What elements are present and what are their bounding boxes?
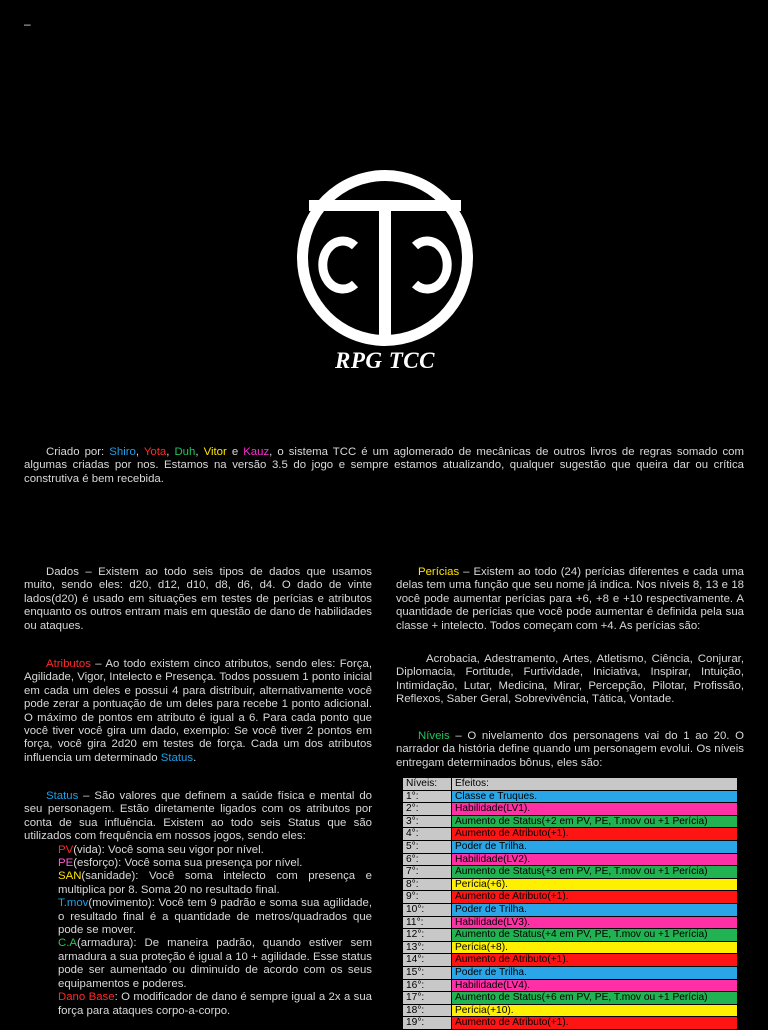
level-row xyxy=(403,866,738,879)
level-row xyxy=(403,916,738,929)
level-effect: Aumento de Status(+4 em PV, PE, T.mov ou +1 Perícia) xyxy=(452,929,738,942)
level-number: 12°: xyxy=(403,929,452,942)
level-effect: Poder de Trilha. xyxy=(452,966,738,979)
level-number: 4°: xyxy=(403,828,452,841)
level-number: 8°: xyxy=(403,878,452,891)
section-status: Status – São valores que definem a saúde física e mental do seu personagem. Estão diretamente ligados com os atributos por conta de sua influência. Existem ao todo seis Status que são utilizados com frequência em nossos jogos, sendo eles: PV(vida): Você soma seu vigor por nível. PE(esforço): Você soma sua presença por nível. SAN(sanidade): Você soma intelecto com presença e multiplica por 8. Soma 20 no resultado final. T.mov(movimento): Você tem 9 padrão e soma sua agilidade, o resultado final é a quantidade de metros/quadrados que pode se mover. C.A(armadura): De maneira padrão, quando estiver sem armadura a sua proteção é igual a 10 + agilidade. Esse status pode ser aumentado ou diminuído de acordo com os seus equipamentos e poderes. Dano Base: O modificador de dano é sempre igual a 2x a sua força para ataques corpo-a-corpo. xyxy=(24,790,373,1017)
dados-title: Dados xyxy=(46,566,79,578)
levels-table xyxy=(402,777,738,1030)
author-duh: Duh xyxy=(174,446,196,458)
level-effect: Habilidade(LV1). xyxy=(452,803,738,816)
status-item-pe: PE(esforço): Você soma sua presença por nível. xyxy=(58,857,303,870)
header-effect: Efeitos: xyxy=(452,778,738,791)
level-effect: Perícia(+8). xyxy=(452,941,738,954)
dash-mark: – xyxy=(24,17,31,31)
level-number: 18°: xyxy=(403,1004,452,1017)
author-kauz: Kauz xyxy=(243,446,270,458)
level-row xyxy=(403,954,738,967)
level-row xyxy=(403,815,738,828)
status-link: Status xyxy=(160,751,194,764)
levels-table-header xyxy=(403,778,738,791)
section-atributos: Atributos – Ao todo existem cinco atributos, sendo eles: Força, Agilidade, Vigor, Intelecto e Presença. Todos possuem 1 ponto inicial em cada um deles e possui 4 para distribuir, alternativamente você pode zerar a pontuação de um deles para recebe 1 ponto adicional. O máximo de pontos em atributo é igual a 6. Para cada ponto que você tiver você gira um dado, exemplo: Se você tiver 2 pontos em força, você gira 2d20 em testes de força. Cada um dos atributos influencia um determinado Status. xyxy=(24,658,372,764)
level-row xyxy=(403,1017,738,1030)
logo-title: RPG TCC xyxy=(335,348,435,373)
level-row xyxy=(403,878,738,891)
level-row xyxy=(403,992,738,1005)
status-item-dano-base: Dano Base: O modificador de dano é sempre igual a 2x a sua força para ataques corpo-a-corpo. xyxy=(58,991,373,1017)
status-title: Status xyxy=(46,790,79,802)
level-number: 1°: xyxy=(403,790,452,803)
header-level: Níveis: xyxy=(403,778,452,791)
pericias-title: Perícias xyxy=(418,566,460,578)
level-effect: Aumento de Atributo(+1). xyxy=(452,828,738,841)
author-vitor: Vitor xyxy=(203,446,227,458)
section-pericias: Perícias – Existem ao todo (24) perícias diferentes e cada uma delas tem uma função que seu nome já indica. Nos níveis 8, 13 e 18 você pode aumentar perícias para +6, +8 e +10 respectivamente. A quantidade de perícias que você pode aumentar é definida pela sua classe + intelecto. Todos começam com +4. As perícias são: xyxy=(396,566,744,632)
level-number: 3°: xyxy=(403,815,452,828)
status-item-ca: C.A(armadura): De maneira padrão, quando estiver sem armadura a sua proteção é igual a 10 + agilidade. Esse status pode ser aumentado ou diminuído de acordo com os seus equipamentos e poderes. xyxy=(58,937,372,990)
level-row xyxy=(403,803,738,816)
level-number: 5°: xyxy=(403,840,452,853)
level-effect: Perícia(+10). xyxy=(452,1004,738,1017)
level-row xyxy=(403,828,738,841)
level-effect: Habilidade(LV3). xyxy=(452,916,738,929)
level-number: 6°: xyxy=(403,853,452,866)
level-effect: Aumento de Atributo(+1). xyxy=(452,891,738,904)
atributos-title: Atributos xyxy=(46,658,91,670)
level-number: 13°: xyxy=(403,941,452,954)
level-effect: Aumento de Status(+6 em PV, PE, T.mov ou +1 Perícia) xyxy=(452,992,738,1005)
level-effect: Classe e Truques. xyxy=(452,790,738,803)
status-list xyxy=(24,844,372,1018)
level-number: 15°: xyxy=(403,966,452,979)
level-effect: Habilidade(LV4). xyxy=(452,979,738,992)
level-effect: Poder de Trilha. xyxy=(452,840,738,853)
status-item-tmov: T.mov(movimento): Você tem 9 padrão e soma sua agilidade, o resultado final é a quantidade de metros/quadrados que pode se mover. xyxy=(58,897,372,937)
level-effect: Perícia(+6). xyxy=(452,878,738,891)
level-row xyxy=(403,1004,738,1017)
level-row xyxy=(403,966,738,979)
section-niveis: Níveis – O nivelamento dos personagens vai do 1 ao 20. O narrador da história define quando um personagem evolui. Os níveis entregam determinados bônus, eles são: xyxy=(396,730,744,769)
level-number: 19°: xyxy=(403,1017,452,1030)
level-effect: Poder de Trilha. xyxy=(452,903,738,916)
level-effect: Aumento de Atributo(+1). xyxy=(452,954,738,967)
level-row xyxy=(403,979,738,992)
level-row xyxy=(403,941,738,954)
level-effect: Aumento de Status(+2 em PV, PE, T.mov ou +1 Perícia) xyxy=(452,815,738,828)
level-number: 16°: xyxy=(403,979,452,992)
intro-paragraph: Criado por: Shiro, Yota, Duh, Vitor e Kauz, o sistema TCC é um aglomerado de mecânicas de outros livros de regras somado com algumas criadas por nos. Estamos na versão 3.5 do jogo e sempre estamos atualizando, qualquer sugestão que queira dar ou crítica construtiva é bem recebida. xyxy=(24,446,744,485)
level-number: 14°: xyxy=(403,954,452,967)
level-row xyxy=(403,929,738,942)
level-number: 9°: xyxy=(403,891,452,904)
level-number: 11°: xyxy=(403,916,452,929)
author-shiro: Shiro xyxy=(109,446,136,458)
level-row xyxy=(403,903,738,916)
author-yota: Yota xyxy=(143,446,167,458)
section-dados: Dados – Existem ao todo seis tipos de dados que usamos muito, sendo eles: d20, d12, d10, d8, d6, d4. O dado de vinte lados(d20) é usado em situações em testes de perícias e atributos enquanto os outros entram mais em questão de dano de habilidades ou ataques. xyxy=(24,566,372,632)
status-item-pv: PV(vida): Você soma seu vigor por nível. xyxy=(58,843,264,856)
level-row xyxy=(403,891,738,904)
pericias-list: Acrobacia, Adestramento, Artes, Atletismo, Ciência, Conjurar, Diplomacia, Fortitude, Furtividade, Iniciativa, Inspirar, Intuição, Intimidação, Lutar, Medicina, Mirar, Percepção, Pilotar, Profissão, Reflexos, Saber Geral, Sobrevivência, Tática, Vontade. xyxy=(396,653,744,706)
level-number: 7°: xyxy=(403,866,452,879)
level-row xyxy=(403,840,738,853)
level-number: 17°: xyxy=(403,992,452,1005)
level-effect: Aumento de Atributo(+1). xyxy=(452,1017,738,1030)
niveis-title: Níveis xyxy=(418,730,450,742)
level-row xyxy=(403,790,738,803)
level-effect: Aumento de Status(+3 em PV, PE, T.mov ou +1 Perícia) xyxy=(452,866,738,879)
level-number: 10°: xyxy=(403,903,452,916)
level-row xyxy=(403,853,738,866)
status-item-san: SAN(sanidade): Você soma intelecto com presença e multiplica por 8. Soma 20 no resultado final. xyxy=(58,870,372,896)
level-effect: Habilidade(LV2). xyxy=(452,853,738,866)
level-number: 2°: xyxy=(403,803,452,816)
